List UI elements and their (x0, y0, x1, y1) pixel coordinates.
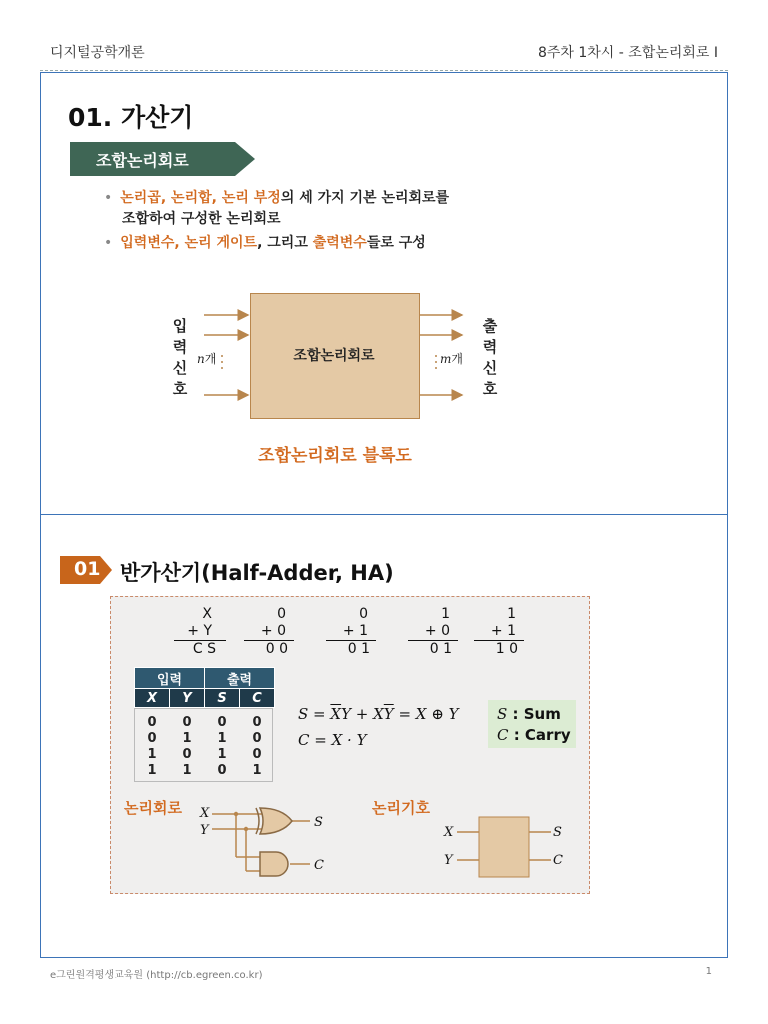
bullet-2: • 입력변수, 논리 게이트, 그리고 출력변수들로 구성 (104, 235, 426, 251)
circuit-output-c: C (314, 858, 324, 873)
addition-case-1: 0 + 0 0 0 (244, 606, 294, 658)
combinational-block-label: 조합논리회로 (293, 348, 375, 364)
slide-1-title: 01. 가산기 (68, 103, 194, 132)
half-adder-circuit (210, 800, 320, 880)
table-row: 0 0 0 0 (147, 714, 262, 730)
section-number: 01 (74, 558, 101, 580)
header-divider (40, 70, 728, 71)
column-header: Y (170, 689, 205, 708)
slide-2-title: 반가산기(Half-Adder, HA) (120, 561, 394, 585)
table-row: 1 1 0 1 (147, 762, 262, 778)
section-banner-label: 조합논리회로 (96, 151, 189, 170)
symbol-input-x: X (444, 825, 454, 840)
truth-table-output-group: 출력 (205, 668, 275, 689)
symbol-output-s: S (553, 825, 562, 840)
carry-legend: C : Carry (497, 726, 571, 744)
addition-legend: X + Y C S (174, 606, 226, 658)
input-signal-label: 입 력 신 호 (172, 317, 188, 398)
column-header: S (205, 689, 240, 708)
footer-organization: e그린원격평생교육원 (http://cb.egreen.co.kr) (50, 970, 263, 981)
course-title: 디지털공학개론 (50, 45, 145, 61)
symbol-input-y: Y (444, 853, 453, 868)
addition-case-2: 0 + 1 0 1 (326, 606, 376, 658)
lecture-title: 8주차 1차시 - 조합논리회로 I (537, 45, 718, 61)
bullet-1: • 논리곱, 논리합, 논리 부정의 세 가지 기본 논리회로를 조합하여 구성한 논리회로 (104, 190, 450, 227)
truth-table-body-frame (134, 708, 273, 782)
input-count: n개 (197, 352, 217, 366)
output-count: m개 (440, 352, 463, 366)
carry-formula: C = X · Y (298, 731, 367, 749)
circuit-input-y: Y (200, 823, 209, 838)
sum-formula: $S = \overline{X}Y + X\overline{Y} = X$ ⊕ Y (298, 705, 459, 723)
logic-symbol-label: 논리기호 (372, 799, 430, 817)
output-signal-label: 출 력 신 호 (482, 317, 498, 398)
table-row: 1 0 1 0 (147, 746, 262, 762)
block-diagram-caption: 조합논리회로 블록도 (258, 446, 412, 466)
table-row: 0 1 1 0 (147, 730, 262, 746)
circuit-input-x: X (200, 806, 210, 821)
half-adder-symbol (455, 812, 555, 882)
addition-case-4: 1 + 1 1 0 (474, 606, 524, 658)
addition-case-3: 1 + 0 0 1 (408, 606, 458, 658)
logic-circuit-label: 논리회로 (124, 799, 182, 817)
symbol-output-c: C (553, 853, 563, 868)
truth-table-input-group: 입력 (135, 668, 205, 689)
column-header: X (135, 689, 170, 708)
sum-legend: S : Sum (497, 705, 561, 723)
column-header: C (240, 689, 275, 708)
circuit-output-s: S (314, 815, 323, 830)
page-number: 1 (705, 966, 712, 977)
